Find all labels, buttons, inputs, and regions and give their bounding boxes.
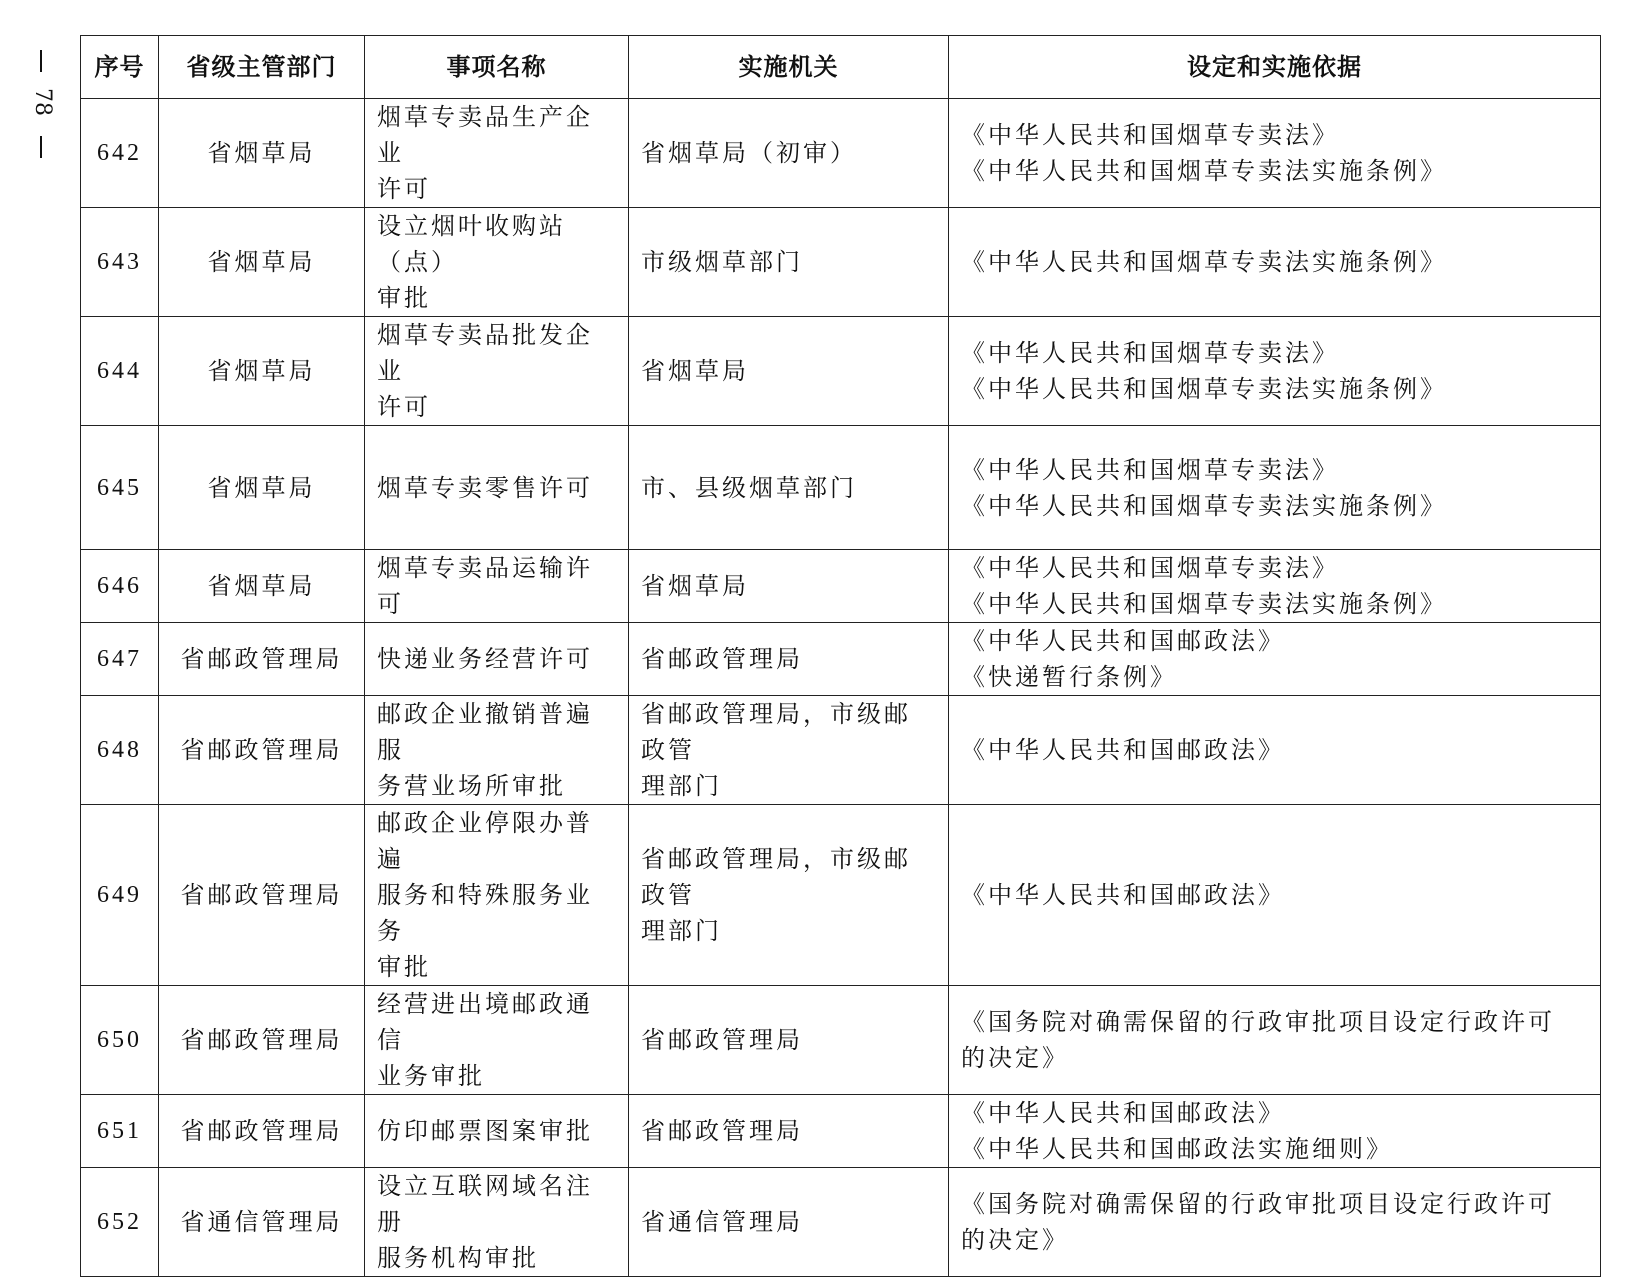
cell-item-name-line: 审批 [377, 284, 431, 312]
cell-basis [949, 1168, 1601, 1277]
cell-basis [949, 550, 1601, 623]
cell-basis-line: 《中华人民共和国烟草专卖法实施条例》 [961, 491, 1447, 520]
cell-basis [949, 99, 1601, 208]
cell-basis-line: 《国务院对确需保留的行政审批项目设定行政许可 [961, 1190, 1555, 1218]
cell-item-name-line: 烟草专卖品生产企业 [377, 103, 593, 167]
cell-seq: 644 [81, 317, 159, 426]
cell-seq: 647 [81, 623, 159, 696]
table-row [81, 317, 1601, 426]
cell-basis [949, 317, 1601, 426]
cell-basis-line: 《中华人民共和国邮政法》 [961, 1099, 1285, 1127]
header-department: 省级主管部门 [159, 36, 365, 99]
table-row [81, 208, 1601, 317]
header-seq: 序号 [81, 36, 159, 99]
cell-seq: 642 [81, 99, 159, 208]
cell-basis-line: 《中华人民共和国烟草专卖法》 [961, 121, 1339, 149]
cell-department: 省烟草局 [159, 317, 365, 426]
cell-agency-line: 市级烟草部门 [641, 248, 803, 276]
header-agency: 实施机关 [629, 36, 949, 99]
cell-agency-line: 省烟草局（初审） [641, 139, 857, 167]
cell-department: 省邮政管理局 [159, 986, 365, 1095]
cell-agency [629, 805, 949, 986]
table-row [81, 805, 1601, 986]
page-number-text: 78 [30, 88, 55, 116]
cell-agency [629, 696, 949, 805]
cell-agency [629, 623, 949, 696]
table-row [81, 1168, 1601, 1277]
cell-basis-line: 《中华人民共和国邮政法》 [961, 881, 1285, 909]
cell-basis-line: 《中华人民共和国烟草专卖法》 [961, 339, 1339, 367]
table-row [81, 623, 1601, 696]
cell-item-name-line: 烟草专卖品批发企业 [377, 321, 593, 385]
cell-basis-line: 的决定》 [961, 1226, 1069, 1254]
cell-item-name-line: 务营业场所审批 [377, 772, 566, 800]
table-row [81, 426, 1601, 550]
table-row [81, 1095, 1601, 1168]
cell-agency-line: 省邮政管理局 [641, 645, 803, 673]
cell-basis [949, 623, 1601, 696]
cell-basis [949, 426, 1601, 550]
cell-agency [629, 317, 949, 426]
cell-item-name-line: 许可 [377, 393, 431, 421]
cell-agency-line: 省烟草局 [641, 572, 749, 600]
cell-agency-line: 市、县级烟草部门 [641, 473, 857, 502]
cell-basis [949, 696, 1601, 805]
cell-department: 省邮政管理局 [159, 805, 365, 986]
cell-basis-line: 《中华人民共和国烟草专卖法实施条例》 [961, 248, 1447, 276]
cell-basis-line: 《中华人民共和国烟草专卖法》 [961, 554, 1339, 582]
cell-basis-line: 《中华人民共和国邮政法实施细则》 [961, 1135, 1393, 1163]
cell-seq: 650 [81, 986, 159, 1095]
page-number [28, 50, 58, 150]
cell-item-name-line: 邮政企业撤销普遍服 [377, 700, 593, 764]
approval-items-table [80, 35, 1601, 1277]
table-header-row [81, 36, 1601, 99]
cell-agency-line: 省通信管理局 [641, 1208, 803, 1236]
cell-item-name [365, 99, 629, 208]
cell-basis-line: 《中华人民共和国邮政法》 [961, 736, 1285, 764]
cell-agency-line: 理部门 [641, 772, 722, 800]
cell-item-name-line: 邮政企业停限办普遍 [377, 809, 593, 873]
cell-seq: 643 [81, 208, 159, 317]
cell-item-name-line: 仿印邮票图案审批 [377, 1117, 593, 1145]
cell-basis [949, 208, 1601, 317]
cell-item-name-line: 经营进出境邮政通信 [377, 990, 593, 1054]
cell-basis-line: 《中华人民共和国烟草专卖法实施条例》 [961, 375, 1447, 403]
cell-agency-line: 省邮政管理局，市级邮政管 [641, 845, 911, 909]
cell-agency [629, 550, 949, 623]
cell-agency [629, 208, 949, 317]
cell-basis-line: 《中华人民共和国烟草专卖法实施条例》 [961, 590, 1447, 618]
cell-agency-line: 理部门 [641, 917, 722, 945]
table-row [81, 696, 1601, 805]
cell-agency [629, 1095, 949, 1168]
cell-item-name [365, 208, 629, 317]
cell-basis-line: 《国务院对确需保留的行政审批项目设定行政许可 [961, 1008, 1555, 1036]
header-item-name: 事项名称 [365, 36, 629, 99]
cell-agency-line: 省邮政管理局 [641, 1117, 803, 1145]
cell-seq: 652 [81, 1168, 159, 1277]
cell-item-name-line: 审批 [377, 953, 431, 981]
page-number-dash-top [40, 50, 42, 72]
cell-department: 省通信管理局 [159, 1168, 365, 1277]
cell-item-name-line: 设立互联网域名注册 [377, 1172, 593, 1236]
cell-agency [629, 426, 949, 550]
cell-seq: 648 [81, 696, 159, 805]
cell-agency [629, 99, 949, 208]
cell-item-name-line: 服务机构审批 [377, 1244, 539, 1272]
header-basis: 设定和实施依据 [949, 36, 1601, 99]
cell-item-name [365, 426, 629, 550]
cell-item-name [365, 986, 629, 1095]
cell-basis-line: 《中华人民共和国烟草专卖法》 [961, 455, 1339, 484]
cell-basis [949, 805, 1601, 986]
cell-seq: 651 [81, 1095, 159, 1168]
cell-seq: 646 [81, 550, 159, 623]
cell-basis-line: 《中华人民共和国邮政法》 [961, 627, 1285, 655]
cell-item-name-line: 服务和特殊服务业务 [377, 881, 593, 945]
cell-item-name-line: 许可 [377, 175, 431, 203]
cell-item-name-line: 业务审批 [377, 1062, 485, 1090]
cell-item-name-line: 烟草专卖品运输许可 [377, 554, 593, 618]
cell-item-name-line: 快递业务经营许可 [377, 645, 593, 673]
table-row [81, 550, 1601, 623]
cell-item-name [365, 696, 629, 805]
table-body [81, 99, 1601, 1277]
cell-basis-line: 《中华人民共和国烟草专卖法实施条例》 [961, 157, 1447, 185]
cell-item-name [365, 805, 629, 986]
cell-department: 省烟草局 [159, 99, 365, 208]
cell-agency-line: 省烟草局 [641, 357, 749, 385]
cell-basis-line: 《快递暂行条例》 [961, 663, 1177, 691]
table-row [81, 986, 1601, 1095]
cell-agency [629, 1168, 949, 1277]
cell-department: 省烟草局 [159, 426, 365, 550]
cell-basis [949, 986, 1601, 1095]
cell-department: 省邮政管理局 [159, 623, 365, 696]
cell-department: 省烟草局 [159, 550, 365, 623]
cell-basis-line: 的决定》 [961, 1044, 1069, 1072]
page-number-dash-bottom [40, 136, 42, 158]
cell-item-name [365, 550, 629, 623]
cell-item-name [365, 317, 629, 426]
cell-item-name [365, 1095, 629, 1168]
cell-seq: 649 [81, 805, 159, 986]
cell-item-name-line: 设立烟叶收购站（点） [377, 212, 566, 276]
cell-item-name [365, 623, 629, 696]
cell-agency-line: 省邮政管理局，市级邮政管 [641, 700, 911, 764]
cell-department: 省烟草局 [159, 208, 365, 317]
cell-basis [949, 1095, 1601, 1168]
cell-seq: 645 [81, 426, 159, 550]
cell-item-name-line: 烟草专卖零售许可 [377, 473, 593, 502]
cell-department: 省邮政管理局 [159, 696, 365, 805]
cell-department: 省邮政管理局 [159, 1095, 365, 1168]
cell-agency [629, 986, 949, 1095]
cell-agency-line: 省邮政管理局 [641, 1026, 803, 1054]
cell-item-name [365, 1168, 629, 1277]
table-row [81, 99, 1601, 208]
